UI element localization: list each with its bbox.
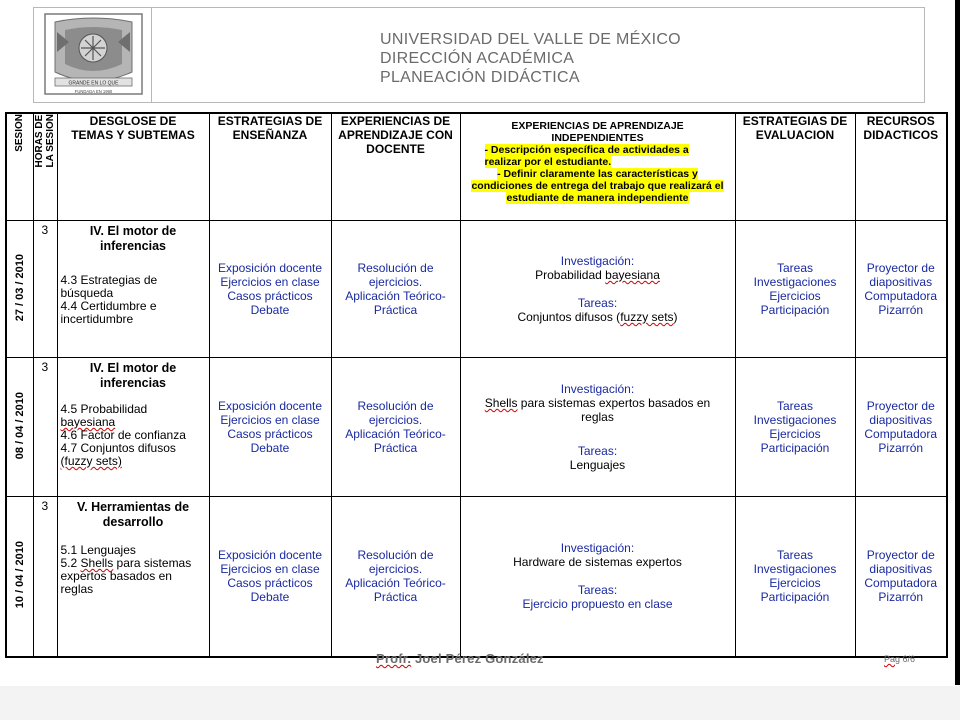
table-row bbox=[6, 221, 947, 358]
page-number: Pag 6/6 bbox=[884, 654, 916, 664]
independent-experiences: Investigación: Probabilidad bayesiana Tareas: Conjuntos difusos (fuzzy sets) bbox=[460, 221, 735, 358]
didactic-planning: PLANEACIÓN DIDÁCTICA bbox=[380, 69, 580, 86]
teaching-strategies: Exposición docente Ejercicios en clase Casos prácticos Debate bbox=[209, 358, 331, 497]
teaching-strategies: Exposición docente Ejercicios en clase Casos prácticos Debate bbox=[209, 221, 331, 358]
planning-table bbox=[5, 112, 948, 658]
topic-cell: IV. El motor de inferencias 4.3 Estrategias de búsqueda 4.4 Certidumbre e incertidumbre bbox=[57, 221, 209, 358]
evaluation-strategies: Tareas Investigaciones Ejercicios Participación bbox=[735, 221, 855, 358]
header-with-teacher: EXPERIENCIAS DE APRENDIZAJE CON DOCENTE bbox=[331, 113, 460, 221]
session-hours: 3 bbox=[33, 358, 57, 497]
svg-text:GRANDE EN LO QUE: GRANDE EN LO QUE bbox=[68, 80, 119, 87]
bottom-strip bbox=[0, 686, 960, 720]
university-name: UNIVERSIDAD DEL VALLE DE MÉXICO bbox=[380, 31, 681, 48]
didactic-resources: Proyector de diapositivas Computadora Pizarrón bbox=[855, 497, 947, 657]
evaluation-strategies: Tareas Investigaciones Ejercicios Participación bbox=[735, 358, 855, 497]
university-seal-icon bbox=[41, 12, 146, 98]
logo-cell bbox=[34, 8, 152, 102]
table-row bbox=[6, 358, 947, 497]
header-session: SESION bbox=[6, 113, 33, 221]
session-hours: 3 bbox=[33, 221, 57, 358]
table-header-row bbox=[6, 113, 947, 221]
topic-cell: V. Herramientas de desarrollo 5.1 Lenguajes 5.2 Shells para sistemas expertos basados en reglas bbox=[57, 497, 209, 657]
topic-cell: IV. El motor de inferencias 4.5 Probabilidad bayesiana 4.6 Factor de confianza 4.7 Conjuntos difusos (fuzzy sets) bbox=[57, 358, 209, 497]
header-topics: DESGLOSE DE TEMAS Y SUBTEMAS bbox=[57, 113, 209, 221]
table-row bbox=[6, 497, 947, 657]
header-teaching: ESTRATEGIAS DE ENSEÑANZA bbox=[209, 113, 331, 221]
teaching-strategies: Exposición docente Ejercicios en clase Casos prácticos Debate bbox=[209, 497, 331, 657]
independent-experiences: Investigación: Shells para sistemas expertos basados en reglas Tareas: Lenguajes bbox=[460, 358, 735, 497]
teacher-experiences: Resolución de ejercicios. Aplicación Teórico- Práctica bbox=[331, 358, 460, 497]
session-date: 10 / 04 / 2010 bbox=[6, 497, 33, 657]
didactic-resources: Proyector de diapositivas Computadora Pizarrón bbox=[855, 221, 947, 358]
session-date: 27 / 03 / 2010 bbox=[6, 221, 33, 358]
session-date: 08 / 04 / 2010 bbox=[6, 358, 33, 497]
header-independent: EXPERIENCIAS DE APRENDIZAJE INDEPENDIENTES - Descripción específica de actividades a realizar por el estudiante. - Definir claramente las características y condiciones de entrega del trabajo que realizará el estudiante de manera independiente bbox=[460, 113, 735, 221]
didactic-resources: Proyector de diapositivas Computadora Pizarrón bbox=[855, 358, 947, 497]
professor-name: Profr. Joel Pérez González bbox=[376, 651, 544, 666]
independent-experiences: Investigación: Hardware de sistemas expertos Tareas: Ejercicio propuesto en clase bbox=[460, 497, 735, 657]
teacher-experiences: Resolución de ejercicios. Aplicación Teórico- Práctica bbox=[331, 497, 460, 657]
session-hours: 3 bbox=[33, 497, 57, 657]
header-hours: HORAS DE LA SESION bbox=[33, 113, 57, 221]
header-evaluation: ESTRATEGIAS DE EVALUACION bbox=[735, 113, 855, 221]
page-edge-bar bbox=[955, 0, 960, 685]
teacher-experiences: Resolución de ejercicios. Aplicación Teórico- Práctica bbox=[331, 221, 460, 358]
academic-direction: DIRECCIÓN ACADÉMICA bbox=[380, 50, 575, 67]
svg-text:FUNDADA EN 1960: FUNDADA EN 1960 bbox=[74, 89, 113, 94]
header-resources: RECURSOS DIDACTICOS bbox=[855, 113, 947, 221]
header-titles bbox=[380, 30, 681, 87]
document-header bbox=[33, 7, 925, 103]
evaluation-strategies: Tareas Investigaciones Ejercicios Participación bbox=[735, 497, 855, 657]
